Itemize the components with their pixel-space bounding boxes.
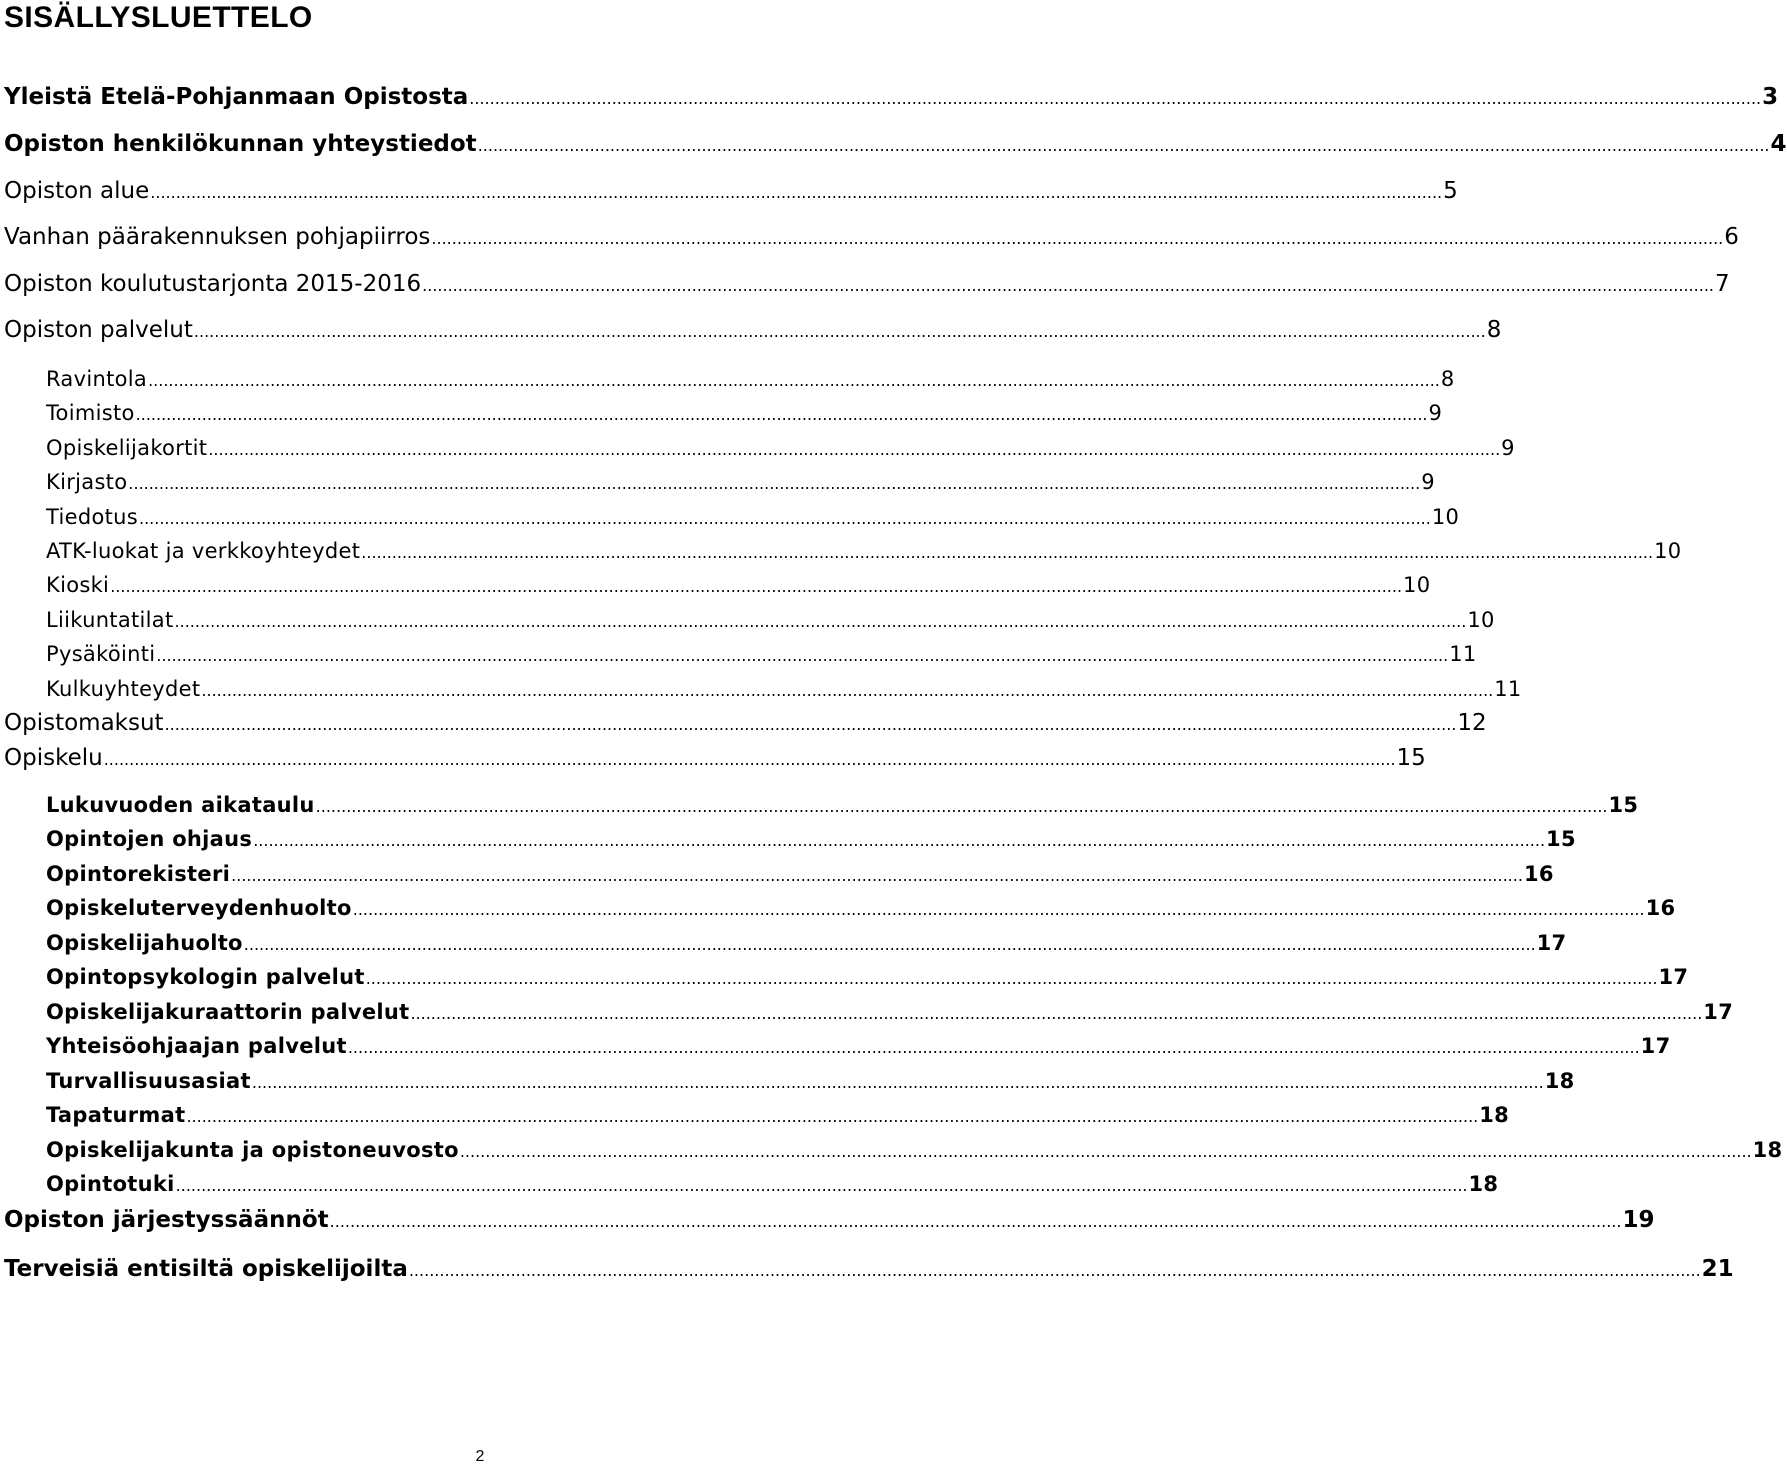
toc-entry-page: 21 xyxy=(1701,1256,1734,1282)
toc-entry[interactable] xyxy=(46,431,1515,465)
toc-entry-label: Opintojen ohjaus xyxy=(46,827,253,851)
toc-entry-page: 9 xyxy=(1501,436,1515,460)
toc-entry[interactable] xyxy=(4,741,1426,775)
dot-leader: .............................................................................................................................................................................................................................................................. xyxy=(477,136,1770,155)
toc-entry-label: ATK-luokat ja verkkoyhteydet xyxy=(46,539,361,563)
toc-entry[interactable] xyxy=(4,1252,1734,1286)
toc-entry[interactable] xyxy=(46,1029,1671,1063)
dot-leader: .............................................................................................................................................................................................................................................................. xyxy=(150,183,1443,202)
toc-entry-page: 17 xyxy=(1640,1034,1671,1058)
toc-entry-page: 12 xyxy=(1457,710,1487,736)
toc-entry-label: Pysäköinti xyxy=(46,642,156,666)
toc-entry-label: Vanhan päärakennuksen pohjapiirros xyxy=(4,224,431,250)
toc-entry[interactable] xyxy=(46,637,1477,671)
toc-entry[interactable] xyxy=(46,891,1676,925)
dot-leader: .............................................................................................................................................................................................................................................................. xyxy=(315,797,1608,816)
toc-entry-page: 4 xyxy=(1770,131,1787,157)
dot-leader: .............................................................................................................................................................................................................................................................. xyxy=(201,681,1494,700)
dot-leader: .............................................................................................................................................................................................................................................................. xyxy=(347,1038,1640,1057)
toc-entry[interactable] xyxy=(4,267,1730,301)
toc-entry-label: Opiston järjestyssäännöt xyxy=(4,1207,329,1233)
toc-entry-label: Yhteisöohjaajan palvelut xyxy=(46,1034,347,1058)
toc-entry-page: 17 xyxy=(1658,965,1689,989)
toc-entry[interactable] xyxy=(46,960,1689,994)
toc-entry-page: 16 xyxy=(1645,896,1676,920)
toc-entry-page: 18 xyxy=(1752,1138,1783,1162)
dot-leader: .............................................................................................................................................................................................................................................................. xyxy=(135,405,1428,424)
page-number: 2 xyxy=(475,1448,485,1465)
dot-leader: .............................................................................................................................................................................................................................................................. xyxy=(410,1004,1703,1023)
dot-leader: .............................................................................................................................................................................................................................................................. xyxy=(352,900,1645,919)
toc-entry-page: 18 xyxy=(1544,1069,1575,1093)
toc-entry[interactable] xyxy=(46,396,1443,430)
toc-entry[interactable] xyxy=(46,822,1576,856)
toc-entry[interactable] xyxy=(4,80,1779,114)
toc-entry[interactable] xyxy=(46,926,1567,960)
toc-entry[interactable] xyxy=(46,500,1460,534)
toc-entry-label: Opiskelijahuolto xyxy=(46,931,243,955)
toc-entry-label: Opiston koulutustarjonta 2015-2016 xyxy=(4,271,422,297)
dot-leader: .............................................................................................................................................................................................................................................................. xyxy=(139,509,1431,528)
toc-entry-page: 7 xyxy=(1714,271,1730,297)
toc-entry[interactable] xyxy=(46,362,1455,396)
toc-entry-label: Opiskelijakunta ja opistoneuvosto xyxy=(46,1138,459,1162)
dot-leader: .............................................................................................................................................................................................................................................................. xyxy=(422,276,1714,295)
toc-entry-label: Kulkuyhteydet xyxy=(46,677,201,701)
toc-entry[interactable] xyxy=(46,672,1522,706)
toc-entry-page: 10 xyxy=(1403,573,1431,597)
dot-leader: .............................................................................................................................................................................................................................................................. xyxy=(174,612,1467,631)
dot-leader: .............................................................................................................................................................................................................................................................. xyxy=(243,935,1536,954)
toc-entry[interactable] xyxy=(4,220,1739,254)
toc-entry-label: Terveisiä entisiltä opiskelijoilta xyxy=(4,1256,408,1282)
toc-entry-page: 3 xyxy=(1762,84,1779,110)
toc-entry[interactable] xyxy=(46,1167,1499,1201)
toc-entry[interactable] xyxy=(4,706,1487,740)
dot-leader: .............................................................................................................................................................................................................................................................. xyxy=(329,1212,1622,1231)
toc-entry-page: 15 xyxy=(1546,827,1576,851)
toc-entry-label: Opintopsykologin palvelut xyxy=(46,965,365,989)
dot-leader: .............................................................................................................................................................................................................................................................. xyxy=(208,440,1501,459)
toc-entry-label: Opintotuki xyxy=(46,1172,175,1196)
dot-leader: .............................................................................................................................................................................................................................................................. xyxy=(253,831,1546,850)
toc-entry-label: Toimisto xyxy=(46,401,135,425)
dot-leader: .............................................................................................................................................................................................................................................................. xyxy=(103,750,1396,769)
toc-entry-label: Opiskelu xyxy=(4,745,103,771)
dot-leader: .............................................................................................................................................................................................................................................................. xyxy=(193,322,1486,341)
toc-entry-page: 11 xyxy=(1494,677,1522,701)
toc-entry-label: Liikuntatilat xyxy=(46,608,174,632)
toc-entry-page: 17 xyxy=(1703,1000,1734,1024)
toc-entry-label: Opistomaksut xyxy=(4,710,164,736)
dot-leader: .............................................................................................................................................................................................................................................................. xyxy=(365,969,1658,988)
toc-entry[interactable] xyxy=(46,568,1431,602)
dot-leader: .............................................................................................................................................................................................................................................................. xyxy=(148,371,1440,390)
toc-entry[interactable] xyxy=(46,603,1495,637)
toc-entry[interactable] xyxy=(46,1064,1575,1098)
toc-entry-page: 10 xyxy=(1467,608,1495,632)
toc-entry-page: 9 xyxy=(1428,401,1443,425)
toc-entry-page: 8 xyxy=(1440,367,1455,391)
toc-entry-label: Opiston henkilökunnan yhteystiedot xyxy=(4,131,477,157)
dot-leader: .............................................................................................................................................................................................................................................................. xyxy=(186,1107,1479,1126)
dot-leader: .............................................................................................................................................................................................................................................................. xyxy=(431,229,1724,248)
dot-leader: .............................................................................................................................................................................................................................................................. xyxy=(408,1261,1701,1280)
toc-entry-page: 15 xyxy=(1396,745,1426,771)
toc-entry-label: Opiskeluterveydenhuolto xyxy=(46,896,352,920)
dot-leader: .............................................................................................................................................................................................................................................................. xyxy=(110,577,1403,596)
dot-leader: .............................................................................................................................................................................................................................................................. xyxy=(459,1142,1752,1161)
toc-entry[interactable] xyxy=(4,174,1458,208)
toc-entry-page: 9 xyxy=(1421,470,1435,494)
toc-entry[interactable] xyxy=(4,127,1787,161)
toc-entry[interactable] xyxy=(46,788,1639,822)
toc-entry[interactable] xyxy=(46,534,1682,568)
toc-entry-page: 10 xyxy=(1431,505,1460,529)
page-title: SISÄLLYSLUETTELO xyxy=(4,1,313,34)
toc-entry-page: 18 xyxy=(1479,1103,1510,1127)
dot-leader: .............................................................................................................................................................................................................................................................. xyxy=(231,866,1523,885)
toc-entry-page: 18 xyxy=(1468,1172,1499,1196)
toc-entry-label: Kirjasto xyxy=(46,470,128,494)
dot-leader: .............................................................................................................................................................................................................................................................. xyxy=(156,646,1449,665)
toc-entry[interactable] xyxy=(46,465,1435,499)
toc-entry-page: 11 xyxy=(1449,642,1477,666)
toc-entry-page: 6 xyxy=(1724,224,1739,250)
toc-entry-label: Turvallisuusasiat xyxy=(46,1069,251,1093)
toc-entry-label: Kioski xyxy=(46,573,110,597)
toc-entry-page: 10 xyxy=(1654,539,1682,563)
toc-entry-label: Opiston alue xyxy=(4,178,150,204)
dot-leader: .............................................................................................................................................................................................................................................................. xyxy=(361,543,1654,562)
dot-leader: .............................................................................................................................................................................................................................................................. xyxy=(251,1073,1544,1092)
toc-entry-page: 17 xyxy=(1536,931,1567,955)
toc-entry-page: 15 xyxy=(1608,793,1639,817)
toc-entry-page: 8 xyxy=(1486,317,1502,343)
dot-leader: .............................................................................................................................................................................................................................................................. xyxy=(128,474,1421,493)
toc-entry-label: Lukuvuoden aikataulu xyxy=(46,793,315,817)
dot-leader: .............................................................................................................................................................................................................................................................. xyxy=(469,89,1762,108)
toc-entry-page: 16 xyxy=(1523,862,1554,886)
toc-entry[interactable] xyxy=(4,1203,1655,1237)
toc-entry-label: Tiedotus xyxy=(46,505,138,529)
toc-entry-label: Opiskelijakuraattorin palvelut xyxy=(46,1000,410,1024)
toc-entry-label: Opiskelijakortit xyxy=(46,436,208,460)
toc-entry[interactable] xyxy=(46,995,1734,1029)
toc-entry[interactable] xyxy=(46,1133,1783,1167)
toc-entry-label: Opintorekisteri xyxy=(46,862,231,886)
toc-entry-label: Tapaturmat xyxy=(46,1103,186,1127)
toc-entry-page: 19 xyxy=(1622,1207,1655,1233)
toc-entry-label: Ravintola xyxy=(46,367,148,391)
toc-entry[interactable] xyxy=(46,1098,1510,1132)
toc-entry-page: 5 xyxy=(1443,178,1458,204)
toc-entry-label: Yleistä Etelä-Pohjanmaan Opistosta xyxy=(4,84,469,110)
toc-entry[interactable] xyxy=(4,313,1502,347)
toc-entry[interactable] xyxy=(46,857,1554,891)
dot-leader: .............................................................................................................................................................................................................................................................. xyxy=(175,1176,1468,1195)
dot-leader: .............................................................................................................................................................................................................................................................. xyxy=(164,715,1457,734)
toc-entry-label: Opiston palvelut xyxy=(4,317,193,343)
